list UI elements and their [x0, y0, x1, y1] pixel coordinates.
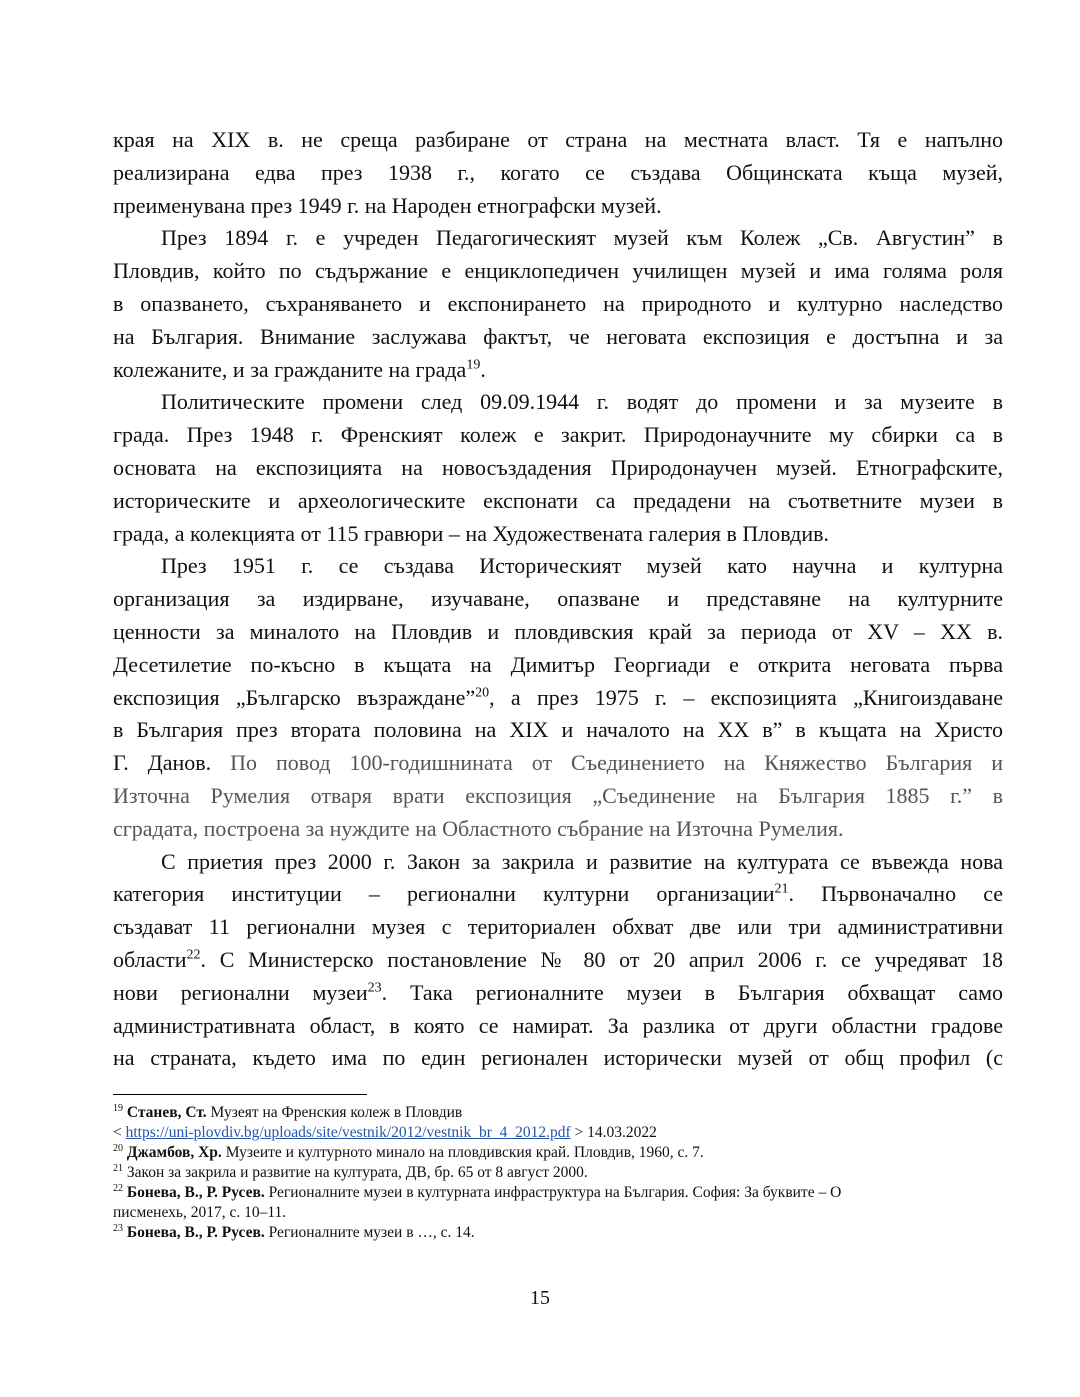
text-line: [113, 878, 1003, 911]
footnote-number: 23: [113, 1222, 123, 1234]
text-line: ценности за миналото на Пловдив и пловдивския край за периода от XV – XX в.: [113, 618, 1003, 644]
text-span: области: [113, 946, 187, 972]
footnote-22-cont: писменехь, 2017, с. 10–11.: [113, 1204, 287, 1221]
footnote-19-link-line: [113, 1123, 1003, 1143]
footnote-21: [113, 1163, 1003, 1183]
footnote-ref-23[interactable]: 23: [367, 980, 382, 996]
footnote-ref-19[interactable]: 19: [466, 357, 481, 373]
footnote-text: Музеите и културното минало на пловдивския край. Пловдив, 1960, с. 7.: [221, 1144, 704, 1161]
footnote-text: Музеят на Френския колеж в Пловдив: [206, 1104, 463, 1121]
text-line: През 1951 г. се създава Историческият музей като научна и културна: [161, 553, 1003, 579]
text-line: основата на експозицията на новосъздадения Природонаучен музей. Етнографските,: [113, 454, 1003, 480]
text-span: .: [480, 356, 486, 382]
footnotes: [113, 1103, 1003, 1243]
footnote-number: 19: [113, 1102, 123, 1114]
text-line: През 1894 г. е учреден Педагогическият музей към Колеж „Св. Августин” в: [161, 225, 1003, 251]
text-line: на България. Внимание заслужава фактът, че неговата експозиция е достъпна и за: [113, 323, 1003, 349]
text-line: Политическите промени след 09.09.1944 г. водят до промени и за музеите в: [161, 389, 1003, 415]
footnote-number: 20: [113, 1142, 123, 1154]
footnote-text: <: [113, 1124, 126, 1141]
footnote-ref-21[interactable]: 21: [774, 882, 789, 897]
text-span: . Първоначално се: [788, 881, 1003, 907]
footnote-link[interactable]: https://uni-plovdiv.bg/uploads/site/vestnik/2012/vestnik_br_4_2012.pdf: [125, 1124, 571, 1141]
footnote-20: [113, 1143, 1003, 1163]
footnote-separator: [113, 1094, 367, 1095]
text-line: в опазването, съхраняването и експонирането на природното и културно наследство: [113, 290, 1003, 316]
footnote-ref-22[interactable]: 22: [186, 947, 201, 963]
footnote-author: Бонева, В., Р. Русев.: [126, 1224, 265, 1241]
text-span-gray: По повод 100-годишнината от Съединението на Княжество България и: [211, 750, 1003, 776]
footnote-23: [113, 1223, 1003, 1243]
text-span: . Така регионалните музеи в България обхващат само: [381, 979, 1003, 1005]
text-span: колежаните, и за гражданите на града: [113, 356, 467, 382]
text-line: създават 11 регионални музея с териториален обхват две или три административни: [113, 914, 1003, 940]
text-line: [113, 977, 1003, 1010]
text-line: града, а колекцията от 115 гравюри – на Художествената галерия в Пловдив.: [113, 520, 829, 546]
footnote-text: Регионалните музеи в културната инфраструктура на България. София: За буквите – О: [264, 1184, 842, 1201]
footnote-author: Станев, Ст.: [126, 1104, 207, 1121]
text-line: на страната, където има по един регионален исторически музей от общ профил (с: [113, 1045, 1003, 1071]
text-span: експозиция „Българско възраждане”: [113, 684, 476, 710]
text-span: . С Министерско постановление № 80 от 20 април 2006 г. се учредяват 18: [200, 946, 1003, 972]
text-line: С приетия през 2000 г. Закон за закрила и развитие на културата се въвежда нова: [161, 848, 1003, 874]
footnote-ref-20[interactable]: 20: [475, 685, 490, 701]
text-line: сградата, построена за нуждите на Областното събрание на Източна Румелия.: [113, 815, 844, 841]
body-text: [113, 124, 1003, 1075]
footnote-author: Джамбов, Хр.: [126, 1144, 222, 1161]
footnote-text: > 14.03.2022: [570, 1124, 657, 1141]
text-line: Пловдив, който по съдържание е енциклопедичен училищен музей и има голяма роля: [113, 258, 1003, 284]
footnote-number: 21: [113, 1162, 123, 1174]
text-line: [113, 354, 1003, 387]
text-line: историческите и археологическите експонати са предадени на съответните музеи в: [113, 487, 1003, 513]
text-span: нови регионални музеи: [113, 979, 368, 1005]
text-line: в България през втората половина на XIX и началото на XX в” в къщата на Христо: [113, 717, 1003, 743]
text-line: преименувана през 1949 г. на Народен етнографски музей.: [113, 192, 662, 218]
text-line: организация за издирване, изучаване, опазване и представяне на културните: [113, 586, 1003, 612]
text-line: административната област, в която се намират. За разлика от други областни градове: [113, 1012, 1003, 1038]
text-line: [113, 944, 1003, 977]
text-span: , а през 1975 г. – експозицията „Книгоиздаване: [489, 684, 1003, 710]
text-line: Източна Румелия отваря врати експозиция „Съединение на България 1885 г.” в: [113, 782, 1003, 808]
text-span: Г. Данов.: [113, 750, 212, 776]
footnote-19: [113, 1103, 1003, 1123]
text-line: града. През 1948 г. Френският колеж е закрит. Природонаучните му сбирки са в: [113, 422, 1003, 448]
text-line: края на XIX в. не среща разбиране от страна на местната власт. Тя е напълно: [113, 127, 1003, 152]
text-line: [113, 682, 1003, 715]
text-line: Десетилетие по-късно в къщата на Димитър Георгиади е открита неговата първа: [113, 651, 1003, 677]
text-line: [113, 747, 1003, 780]
footnote-text: Закон за закрила и развитие на културата, ДВ, бр. 65 от 8 август 2000.: [123, 1164, 588, 1181]
text-span: категория институции – регионални културни организации: [113, 881, 775, 907]
text-line: реализирана едва през 1938 г., когато се създава Общинската къща музей,: [113, 159, 1003, 185]
page-number: 15: [530, 1287, 550, 1309]
footnote-22: [113, 1183, 1003, 1203]
footnote-text: Регионалните музеи в …, с. 14.: [264, 1224, 475, 1241]
footnote-number: 22: [113, 1182, 123, 1194]
footnote-author: Бонева, В., Р. Русев.: [126, 1184, 265, 1201]
